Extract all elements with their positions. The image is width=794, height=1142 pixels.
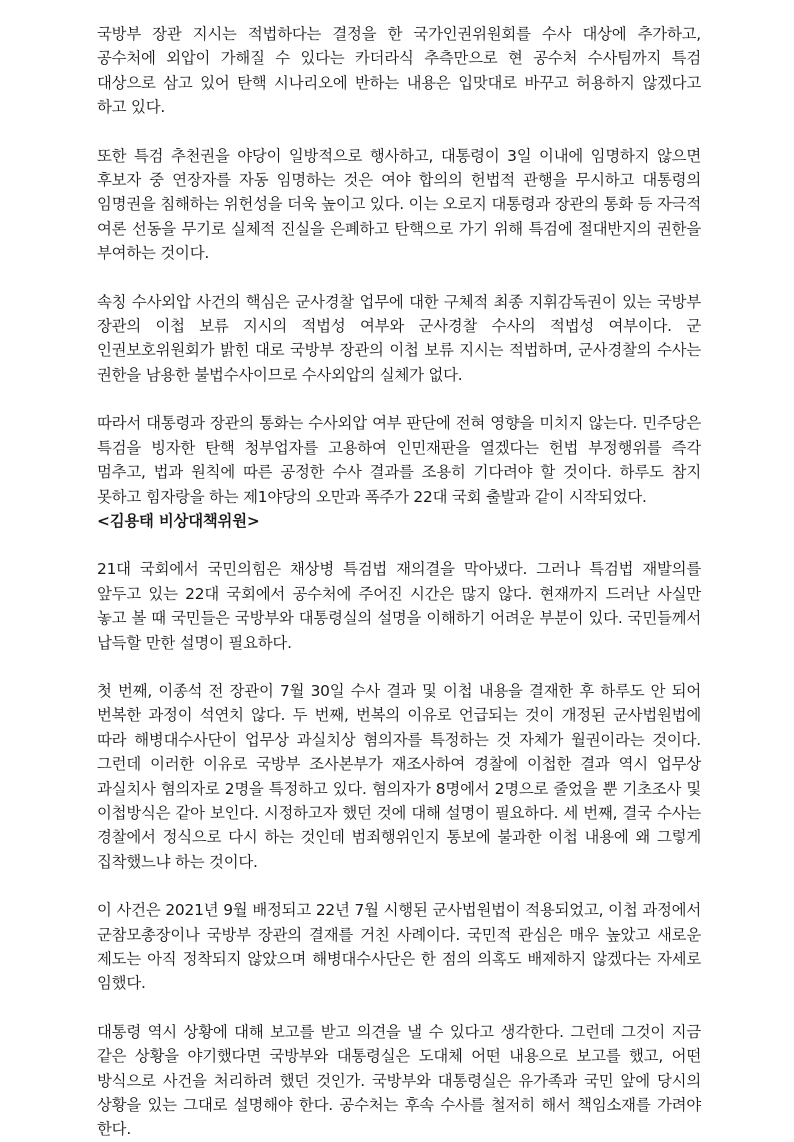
speaker-heading: <김용태 비상대책위원> [97,511,260,530]
document-body [97,0,701,1142]
paragraph-5: 21대 국회에서 국민의힘은 채상병 특검법 재의결을 막아냈다. 그러나 특검법 재발의를 앞두고 있는 22대 국회에서 공수처에 주어진 시간은 많지 않다. 현재까지 드러난 사실만 놓고 볼 때 국민들은 국방부와 대통령실의 설명을 이해하기 어려운 부분이 있다. 국민들께서 납득할 만한 설명이 필요하다. [97,560,701,652]
paragraph-6: 첫 번째, 이종석 전 장관이 7월 30일 수사 결과 및 이첩 내용을 결재한 후 하루도 안 되어 번복한 과정이 석연치 않다. 두 번째, 번복의 이유로 언급되는 것이 개정된 군사법원법에 따라 해병대수사단이 업무상 과실치상 혐의자를 특정하는 것 자체가 월권이라는 것이다. 그런데 이러한 이유로 국방부 조사본부가 재조사하여 경찰에 이첩한 결과 역시 업무상 과실치사 혐의자로 2명을 특정하고 있다. 혐의자가 8명에서 2명으로 줄었을 뿐 기초조사 및 이첩방식은 같아 보인다. 시정하고자 했던 것에 대해 설명이 필요하다. 세 번째, 결국 수사는 경찰에서 정식으로 다시 하는 것인데 범죄행위인지 통보에 불과한 이첩 내용에 왜 그렇게 집착했느냐 하는 것이다. [97,681,701,871]
paragraph-8: 대통령 역시 상황에 대해 보고를 받고 의견을 낼 수 있다고 생각한다. 그런데 그것이 지금 같은 상황을 야기했다면 국방부와 대통령실은 도대체 어떤 내용으로 보고를 했고, 어떤 방식으로 사건을 처리하려 했던 것인가. 국방부와 대통령실은 유가족과 국민 앞에 당시의 상황을 있는 그대로 설명해야 한다. 공수처는 후속 수사를 철저히 해서 책임소재를 가려야 한다. [97,1022,701,1139]
paragraph-7: 이 사건은 2021년 9월 배정되고 22년 7월 시행된 군사법원법이 적용되었고, 이첩 과정에서 군참모총장이나 국방부 장관의 결재를 거친 사례이다. 국민적 관심은 매우 높았고 새로운 제도는 아직 정착되지 않았으며 해병대수사단은 한 점의 의혹도 배제하지 않겠다는 자세로 임했다. [97,901,701,993]
paragraph-2: 또한 특검 추천권을 야당이 일방적으로 행사하고, 대통령이 3일 이내에 임명하지 않으면 후보자 중 연장자를 자동 임명하는 것은 여야 합의의 헌법적 관행을 무시하고 대통령의 임명권을 침해하는 위헌성을 더욱 높이고 있다. 이는 오로지 대통령과 장관의 통화 등 자극적 여론 선동을 무기로 실체적 진실을 은폐하고 탄핵으로 가기 위해 특검에 절대반지의 권한을 부여하는 것이다. [97,146,701,263]
paragraph-3: 속칭 수사외압 사건의 핵심은 군사경찰 업무에 대한 구체적 최종 지휘감독권이 있는 국방부 장관의 이첩 보류 지시의 적법성 여부와 군사경찰 수사의 적법성 여부이다. 군 인권보호위원회가 밝힌 대로 국방부 장관의 이첩 보류 지시는 적법하며, 군사경찰의 수사는 권한을 남용한 불법수사이므로 수사외압의 실체가 없다. [97,292,701,384]
paragraph-1: 국방부 장관 지시는 적법하다는 결정을 한 국가인권위원회를 수사 대상에 추가하고, 공수처에 외압이 가해질 수 있다는 카더라식 추측만으로 현 공수처 수사팀까지 특검 대상으로 삼고 있어 탄핵 시나리오에 반하는 내용은 입맛대로 바꾸고 허용하지 않겠다고 하고 있다. [97,25,701,117]
paragraph-4: 따라서 대통령과 장관의 통화는 수사외압 여부 판단에 전혀 영향을 미치지 않는다. 민주당은 특검을 빙자한 탄핵 청부업자를 고용하여 인민재판을 열겠다는 헌법 부정행위를 즉각 멈추고, 법과 원칙에 따른 공정한 수사 결과를 조용히 기다려야 할 것이다. 하루도 참지 못하고 힘자랑을 하는 제1야당의 오만과 폭주가 22대 국회 출발과 같이 시작되었다. [97,414,701,506]
